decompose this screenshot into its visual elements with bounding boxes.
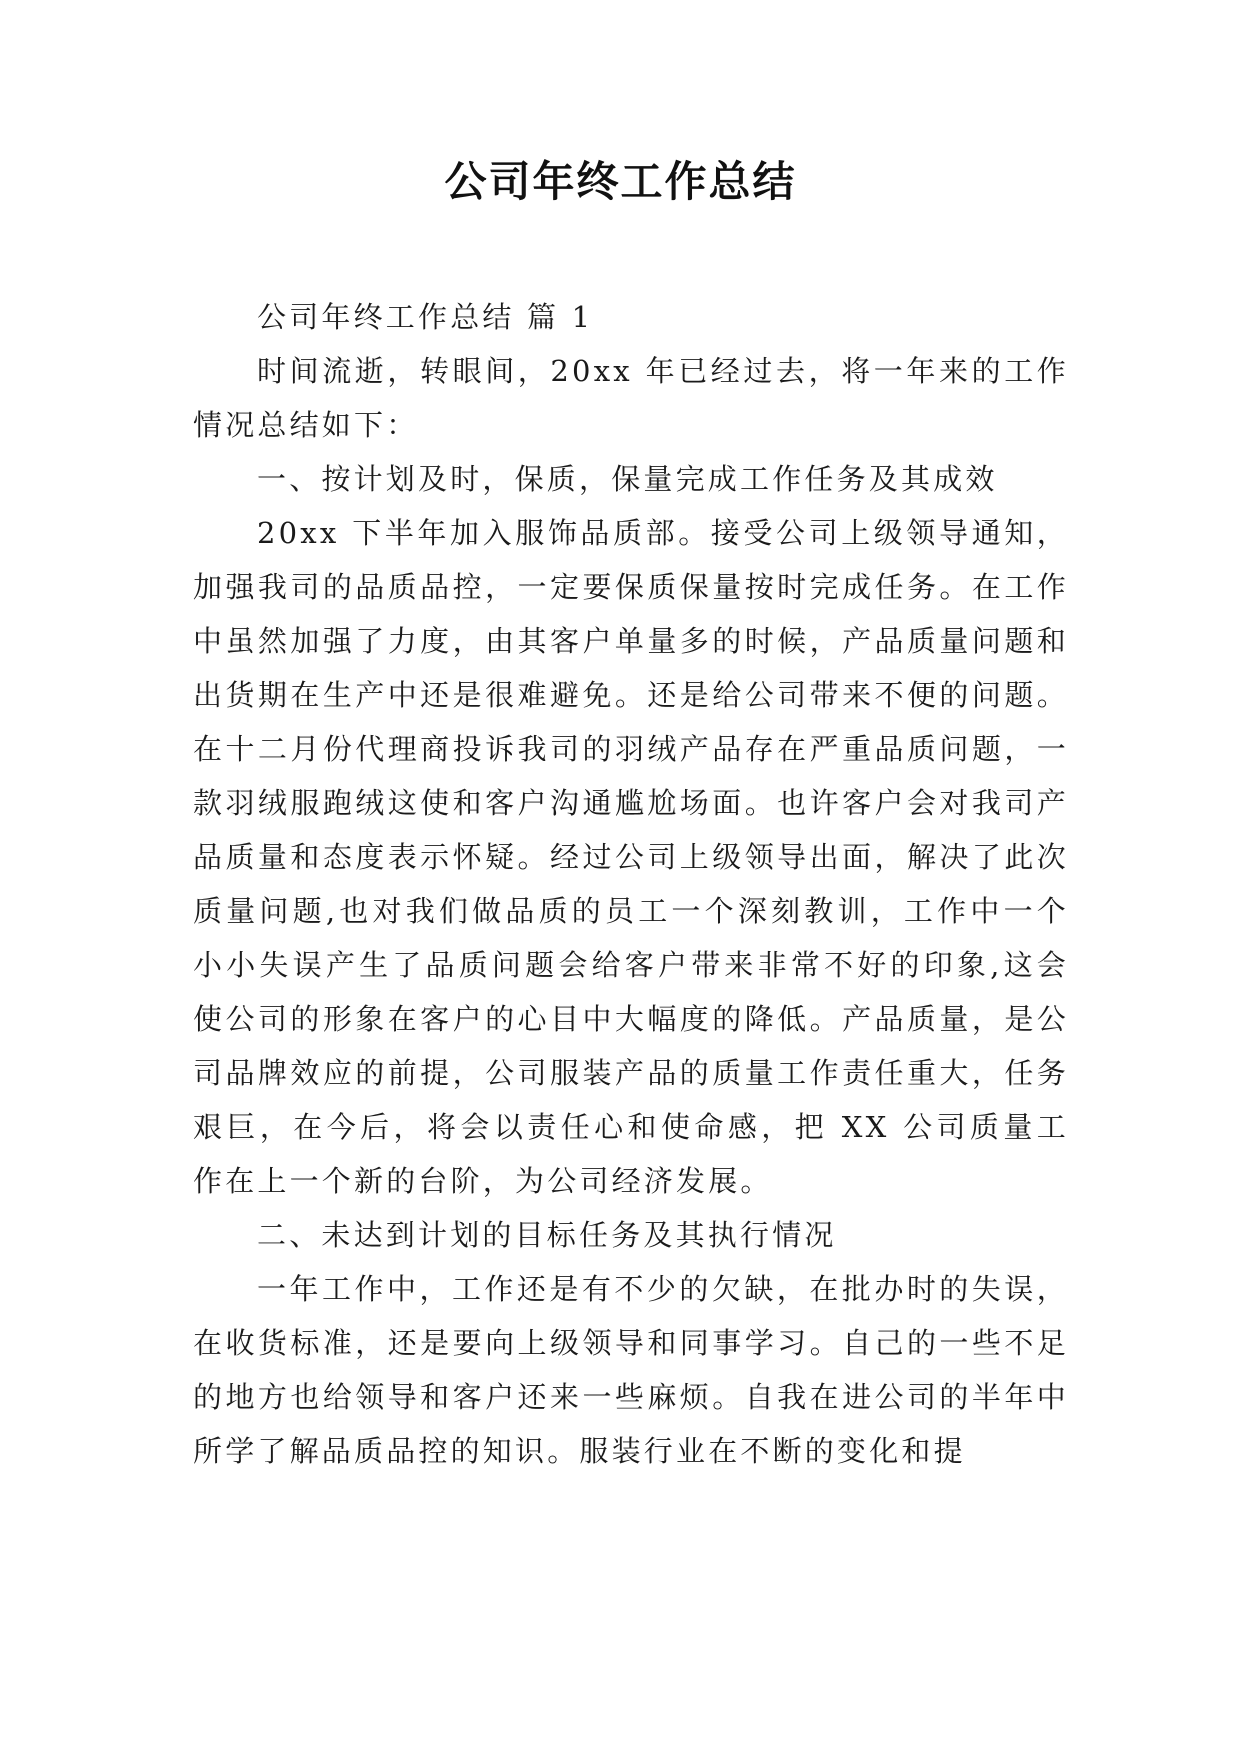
section-heading-one: 一、按计划及时，保质，保量完成工作任务及其成效 bbox=[257, 462, 998, 496]
document-title: 公司年终工作总结 bbox=[444, 157, 797, 206]
intro-paragraph: 时间流逝，转眼间，20xx 年已经过去，将一年来的工作情况总结如下： bbox=[193, 354, 1069, 442]
body-paragraph: 20xx 下半年加入服饰品质部。接受公司上级领导通知，加强我司的品质品控，一定要保质保量按时完成任务。在工作中虽然加强了力度，由其客户单量多的时候，产品质量问题和出货期在生产中还是很难避免。还是给公司带来不便的问题。在十二月份代理商投诉我司的羽绒产品存在严重品质问题，一款羽绒服跑绒这使和客户沟通尴尬场面。也许客户会对我司产品质量和态度表示怀疑。经过公司上级领导出面，解决了此次质量问题,也对我们做品质的员工一个深刻教训，工作中一个小小失误产生了品质问题会给客户带来非常不好的印象,这会使公司的形象在客户的心目中大幅度的降低。产品质量，是公司品牌效应的前提，公司服装产品的质量工作责任重大，任务艰巨，在今后，将会以责任心和使命感，把 XX 公司质量工作在上一个新的台阶，为公司经济发展。 bbox=[193, 516, 1069, 1198]
body-paragraph: 一年工作中，工作还是有不少的欠缺，在批办时的失误，在收货标准，还是要向上级领导和同事学习。自己的一些不足的地方也给领导和客户还来一些麻烦。自我在进公司的半年中所学了解品质品控的知识。服装行业在不断的变化和提 bbox=[193, 1272, 1069, 1468]
section-heading-part-1: 公司年终工作总结 篇 1 bbox=[257, 300, 594, 334]
section-heading-two: 二、未达到计划的目标任务及其执行情况 bbox=[257, 1218, 837, 1252]
document-body bbox=[193, 290, 1069, 1478]
